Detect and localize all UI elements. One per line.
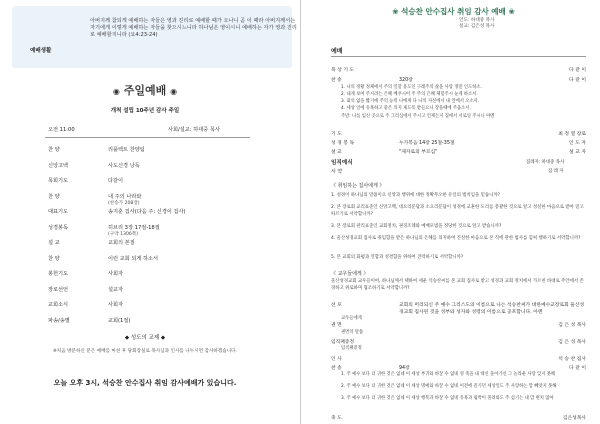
program-row-content: "제자로의 부르심" (399, 150, 438, 155)
order-item-label: 봉헌기도 (48, 271, 69, 277)
program-row-leader: 인 도 자 (569, 141, 586, 146)
vow-question: 4. 울산성경교회 집사로 취임함을 받은 하나님의 은혜를 의지하여 진실한 마음으로 본 직에 관한 범사를 힘써 행하기로 서약합니까? (331, 236, 581, 241)
program-row-content: 누가복음 14장 25절-35절 (399, 141, 455, 146)
order-item-note: (구약 1306쪽) (108, 231, 139, 237)
program-row-label: 성 경 봉 독 (331, 141, 355, 146)
program-row (331, 66, 586, 75)
program-row (331, 130, 586, 139)
order-item-label: 찬 양 (48, 193, 60, 200)
blessing-row (331, 414, 586, 423)
fellowship-text: 성도의 교제 (130, 335, 160, 341)
circle-bullet-icon: ◉ (112, 87, 120, 96)
leaders (459, 18, 495, 30)
order-row (48, 270, 248, 281)
leader-line: 설교: 김은성 목사 (459, 24, 495, 29)
hymn-note: 주말: 나를 임신 곳으로 주 그리심에서 주시고 언제든지 집에서 서로잉 주시니 아멘 (341, 114, 495, 119)
service-time: 오전 11:00 (48, 127, 75, 133)
order-item-value: 이런 교회 되게 하소서 (108, 255, 159, 262)
program-row-content: 94장 (399, 366, 410, 371)
program-row (331, 76, 586, 85)
hymn-line: 1. 주 예수 보다 더 귀한 것은 없네 이 세상 부귀와 바꿀 수 없네 영 죽을 내 대신 돌아가신 그 놀라운 사랑 잊지 못해 (341, 372, 555, 377)
worship-label: 예배 (331, 48, 343, 55)
hymn-line: 3. 회의 없을 짧기에 주의 능력 나에게 다 나의 자신에서 내 앞에서 오소서. (341, 99, 480, 104)
program-row (331, 139, 586, 148)
program-row-content: 교회의 머리되신 주 예수 그리스도의 이름으로 나는 석승찬씨가 대한예수교장로회 울산성경교회 집사된 것을 성부와 성자와 성령의 이름으로 공포합니다. 아멘 (399, 303, 585, 315)
order-item-label: 대표기도 (48, 209, 69, 215)
order-item-label: 찬 양 (48, 255, 60, 262)
leader-line: 인도: 하대중 목사 (459, 18, 495, 23)
sub-item: 교우들에게 (341, 316, 362, 321)
hymn-line: 4. 세상 일에 유혹하고 좋은 의지 제도록 받들으니 장을때에 주옵소서. (341, 106, 471, 111)
hymn-line: 1. 나의 정황 정체에서 주의 일할 용도인 구레주의 삶을 사랑 정말 인도하소. (341, 85, 482, 90)
order-row (48, 239, 248, 250)
order-row (48, 301, 248, 312)
banner-verse: 아버지께 참되게 예배하는 자들은 영과 진리로 예배할 때가 오나니 곧 이 때라 아버지께서는 자기에게 이렇게 예배하는 자들을 찾으시느니라 하나님은 영이시니 예배하는 자가 영과 진리로 예배할지니라 (요4:23-24) (90, 18, 297, 39)
order-item-value: 사회자 (108, 302, 124, 308)
divider (45, 137, 250, 138)
blessing-label: 축 도 (331, 416, 342, 421)
vow-question: 1. 성경이 하나님의 말씀이요 신앙과 행위에 대한 정확무오한 유일의 법칙임을 믿습니까? (331, 193, 500, 198)
program-row-label: 찬 송 (331, 366, 342, 371)
order-item-label: 설 교 (48, 240, 60, 246)
diamond-icon: ◆ (160, 335, 166, 341)
question-heading: 《 취임하는 집사에게 》 (331, 183, 385, 189)
installation-title (331, 6, 576, 17)
order-item-value: 송지훈 집사(다음 주: 신경이 집사) (108, 209, 186, 215)
hymn-line: 3. 주 예수 보다 더 귀한 것은 없네 이 세상 행복과 바꿀 수 없네 유혹과 핍박이 몰려와도 주 섬기는 내 맘 변치 않아 (341, 396, 554, 401)
program-row-leader: 최 정 열 장로 (558, 132, 586, 137)
program-row-leader: 다 같 이 (569, 68, 586, 73)
circle-bullet-icon: ◉ (170, 87, 178, 96)
order-item-value: 히브리 3장 17절-18절 (108, 224, 160, 231)
program-row-label: 권 면 (331, 323, 342, 328)
order-row (48, 146, 248, 157)
program-row-label: 임직패증정 (331, 340, 355, 345)
order-row (48, 162, 248, 173)
right-page (300, 0, 600, 424)
service-preacher: 사회/설교: 하대중 목사 (168, 127, 220, 133)
diamond-icon: ◆ (124, 335, 130, 341)
order-row (48, 224, 248, 235)
program-row-label: 선 포 (331, 303, 342, 308)
hymn-line: 2. 주 예수 보다 더 귀한 것은 없네 이 세상 명예와 바꿀 수 없네 이전에 즐기던 세상일도 주 사랑하는 맘 빼앗지 못해 (341, 384, 557, 389)
order-item-label: 파송/송별 (48, 317, 70, 324)
order-row (48, 177, 248, 188)
flower-icon: ❀ (508, 7, 515, 16)
program-row-leader: 다 같 이 (569, 78, 586, 83)
program-row (331, 321, 586, 330)
order-item-value: 사도신경 낭독 (108, 162, 140, 169)
order-item-value: 설교자 (108, 286, 124, 293)
vow-question: 2. 본 장로회 교리표준인 신앙고백, 대요리문답과 소요리문답이 성경에 교훈한 도리를 총괄한 것으로 알고 성실한 마음으로 받아 믿고 따르기로 서약합니까? (331, 205, 584, 217)
worship-title-text: 주일예배 (123, 84, 167, 97)
program-row-label: 찬 송 (331, 78, 342, 83)
program-row (331, 355, 586, 364)
program-row (331, 148, 586, 157)
sub-item: 임직패증정 (341, 346, 362, 351)
hymn-line: 2. 내게 보여 주시려는 은혜 베푸시어 주 주의 은혜 체험주시 눈게 하소서. (341, 92, 478, 97)
order-item-value: 다같이 (108, 178, 124, 184)
program-row-label: 설 교 (331, 150, 342, 155)
program-row-label: 인 사 (331, 357, 342, 362)
program-row-leader: 다 같 이 (569, 366, 586, 371)
banner (12, 6, 297, 68)
order-row (48, 317, 248, 328)
program-row-leader: 김 은 성 목사 (558, 340, 586, 345)
order-item-label: 목회기도 (48, 178, 69, 184)
order-item-note: (찬송가 208장) (108, 200, 140, 206)
installation-officer: 집례자: 하대중 목사 (526, 160, 565, 165)
order-item-value: 교회(1절) (108, 317, 131, 324)
visitor-notice: ※처음 방문하신 분은 예배를 마친 후 당회장실로 목사님과 인사를 나누시면 감사하겠습니다. (52, 349, 238, 354)
vow-question: 3. 본 장로회 관리표준인 교회정치, 권징조례와 예배모범을 정당한 것으로 알고 받습니까? (331, 224, 502, 229)
program-row (331, 301, 586, 315)
order-item-label: 성경봉독 (48, 224, 69, 231)
announcement: 오늘 오후 3시, 석승찬 안수집사 취임 감사예배가 있습니다. (53, 379, 237, 387)
order-item-value: 사회자 (108, 271, 124, 277)
service-subtitle: 개척 설립 10주년 감사 주일 (110, 108, 180, 114)
divider (331, 56, 586, 57)
order-item-value: 내 주의 나라와 (108, 193, 142, 200)
program-row-leader: 설 교 자 (569, 150, 586, 155)
order-row (48, 286, 248, 297)
program-row-label: 기 도 (331, 132, 342, 137)
fellowship-heading (90, 333, 200, 341)
flower-icon: ❀ (392, 7, 399, 16)
order-item-label: 찬 양 (48, 147, 60, 153)
vow-question: 5. 본 교회의 화평과 연합과 성결함을 위하여 진력하기로 서약합니까? (331, 255, 464, 260)
worship-title (90, 82, 200, 98)
order-item-label: 신앙고백 (48, 162, 69, 169)
order-item-label: 교회소식 (48, 302, 69, 308)
sub-item: 권면의 말씀 (341, 330, 364, 335)
order-item-label: 장로선언 (48, 286, 69, 293)
banner-label: 예배생활 (30, 48, 52, 54)
order-item-value: 교회의 본질 (108, 240, 135, 246)
order-row (48, 193, 248, 204)
vows-label: 서 약 (331, 169, 343, 175)
program-row-leader: 김 은 성 목사 (558, 323, 586, 328)
congregation-question: 울산성경교회 교우들이여, 하나님께서 택하여 세운 석승찬씨를 본 교회 집사로 받고 성경과 교회 정치에서 가르친 바대로 주안에서 존경하고 위로하며 협조하기로 서약합니까? (331, 279, 584, 291)
installation-label: 임직예식 (331, 160, 353, 166)
program-row-content: 320장 (399, 78, 413, 83)
vows-officer: 집 례 자 (548, 169, 564, 174)
order-item-value: 리플렉트 찬양팀 (108, 147, 145, 153)
blessing-leader: 김은성목사 (562, 416, 586, 421)
installation-title-text: 석승찬 안수집사 취임 감사 예배 (401, 7, 506, 16)
order-row (48, 208, 248, 219)
program-row-label: 묵 상 기 도 (331, 68, 355, 73)
program-row-leader: 석 승 찬 집사 (558, 357, 586, 362)
congregation-heading: 《 교우들에게 》 (331, 271, 369, 277)
order-row (48, 255, 248, 266)
